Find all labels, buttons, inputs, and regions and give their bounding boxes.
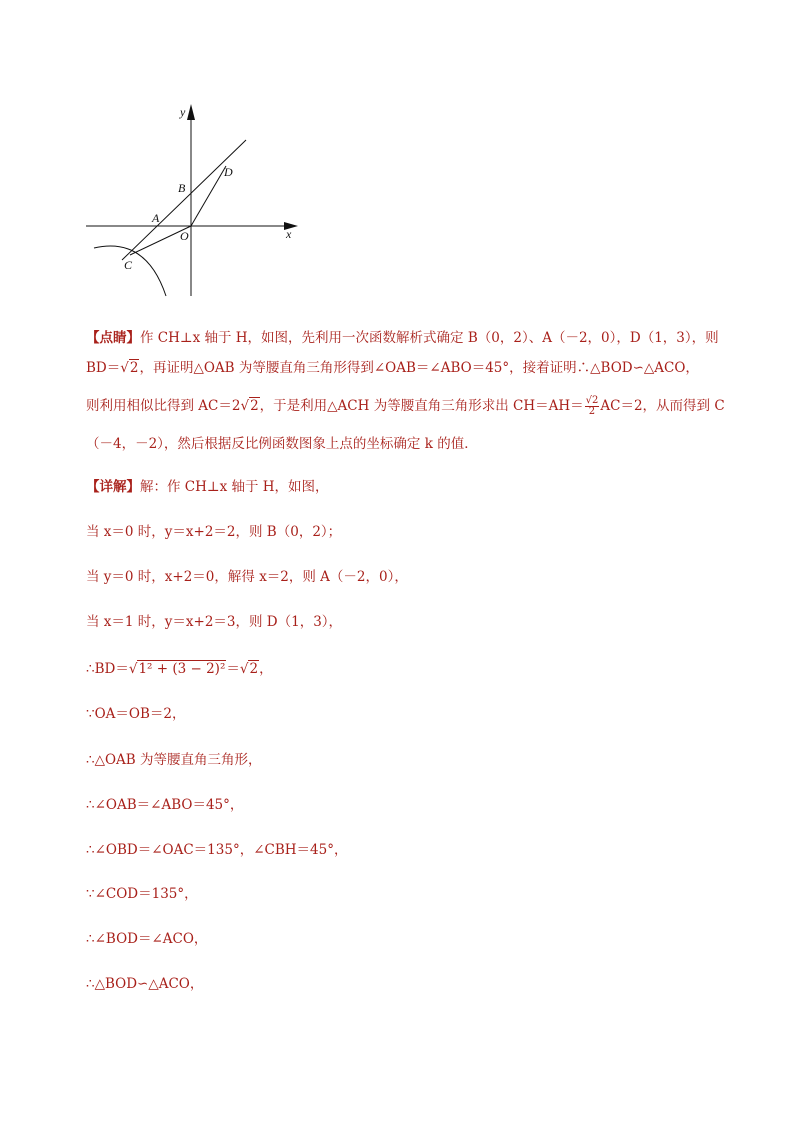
detail-line-3 xyxy=(86,567,408,587)
detail-line-2 xyxy=(86,522,341,542)
hint-text-2b: ，再证明△OAB 为等腰直角三角形得到∠OAB＝∠ABO＝45°，接着证明∴△BOD∽△ACO， xyxy=(139,360,699,376)
detail-text-5b: ＝ xyxy=(226,661,240,677)
fraction xyxy=(585,396,600,417)
sqrt-radicand: 1² + (3 − 2)² xyxy=(138,661,226,677)
sqrt-radicand: 2 xyxy=(250,398,259,414)
detail-line-5 xyxy=(86,659,273,679)
detail-text-5c: ， xyxy=(259,661,273,677)
label-O: O xyxy=(180,229,189,243)
hint-line-2 xyxy=(86,358,699,378)
label-D: D xyxy=(224,165,233,179)
coordinate-diagram xyxy=(86,98,302,298)
detail-text-8: ∴∠OAB＝∠ABO＝45°， xyxy=(86,797,244,813)
hint-line-1 xyxy=(86,328,719,348)
detail-tag: 【详解】 xyxy=(86,479,140,495)
hint-text-2a: BD＝ xyxy=(86,360,121,376)
detail-line-7 xyxy=(86,750,262,770)
detail-text-2: 当 x＝0 时，y＝x+2＝2，则 B（0，2）； xyxy=(86,524,342,540)
sqrt-radicand: 2 xyxy=(129,360,139,376)
fraction-numerator: √2 xyxy=(585,395,599,406)
detail-line-12 xyxy=(86,974,203,994)
hint-text-3a: 则利用相似比得到 AC＝2 xyxy=(86,398,241,414)
fraction-denominator: 2 xyxy=(588,406,596,417)
label-y: y xyxy=(180,105,186,119)
y-axis-arrow xyxy=(187,104,195,120)
hint-text-3c: AC＝2，从而得到 C xyxy=(600,398,725,414)
detail-text-9: ∴∠OBD＝∠OAC＝135°，∠CBH＝45°， xyxy=(86,842,348,858)
detail-line-6 xyxy=(86,704,185,724)
detail-line-8 xyxy=(86,795,243,815)
detail-text-7: ∴△OAB 为等腰直角三角形， xyxy=(86,752,262,768)
label-C: C xyxy=(124,258,133,272)
label-x: x xyxy=(286,227,292,241)
detail-text-12: ∴△BOD∽△ACO， xyxy=(86,976,204,992)
sqrt-expression: √2 xyxy=(120,360,139,376)
detail-text-5a: ∴BD＝ xyxy=(86,661,129,677)
sqrt-expression: √1² + (3 − 2)² xyxy=(128,661,226,677)
detail-text-11: ∴∠BOD＝∠ACO， xyxy=(86,931,208,947)
sqrt-expression: √2 xyxy=(240,398,259,414)
segment-OD xyxy=(191,166,226,226)
sqrt-radicand: 2 xyxy=(249,661,259,677)
label-B: B xyxy=(178,181,186,195)
detail-line-10 xyxy=(86,884,198,904)
sqrt-expression: √2 xyxy=(239,661,259,677)
geometry-figure xyxy=(86,98,302,298)
label-A: A xyxy=(152,211,160,225)
detail-text-6: ∵OA＝OB＝2， xyxy=(86,706,186,722)
detail-line-4 xyxy=(86,612,342,632)
detail-text-1: 解：作 CH⊥x 轴于 H，如图， xyxy=(140,479,329,495)
hint-line-4 xyxy=(86,434,478,454)
hint-line-3 xyxy=(86,396,725,417)
hint-text-3b: ，于是利用△ACH 为等腰直角三角形求出 CH＝AH＝ xyxy=(259,398,584,414)
detail-text-4: 当 x＝1 时，y＝x+2＝3，则 D（1，3）， xyxy=(86,614,343,630)
hint-text-1: 作 CH⊥x 轴于 H，如图，先利用一次函数解析式确定 B（0，2）、A（－2，0），D（1，3），则 xyxy=(140,330,719,346)
detail-line-1 xyxy=(86,477,329,497)
hint-text-4: （－4，－2），然后根据反比例函数图象上点的坐标确定 k 的值． xyxy=(86,436,478,452)
detail-line-11 xyxy=(86,929,207,949)
detail-line-9 xyxy=(86,840,347,860)
detail-text-3: 当 y＝0 时，x+2＝0，解得 x＝2，则 A（－2，0）， xyxy=(86,569,408,585)
hint-tag: 【点睛】 xyxy=(86,330,140,346)
detail-text-10: ∵∠COD＝135°， xyxy=(86,886,198,902)
